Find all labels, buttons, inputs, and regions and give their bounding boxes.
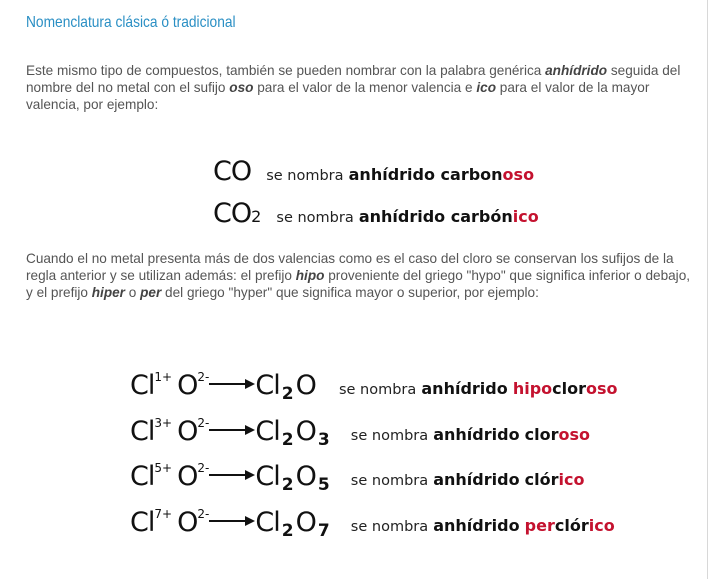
se-nombra-label: se nombra xyxy=(276,210,354,226)
compound-name: anhídrido xyxy=(433,470,520,489)
section-title: Nomenclatura clásica ó tradicional xyxy=(26,14,236,31)
oxygen-symbol: O xyxy=(177,507,198,538)
compound-suffix: oso xyxy=(586,379,618,398)
page-border xyxy=(707,0,708,579)
product-chlorine: Cl xyxy=(255,461,280,492)
product-oxygen: O xyxy=(295,370,316,401)
intro-paragraph xyxy=(26,62,696,113)
second-paragraph xyxy=(26,250,696,301)
product-oxygen: O xyxy=(295,416,316,447)
compound-prefix: hipo xyxy=(512,379,553,398)
se-nombra-label: se nombra xyxy=(350,428,429,444)
reaction-row-4 xyxy=(130,507,615,547)
oxygen-symbol: O xyxy=(177,461,198,492)
keyword-oso: oso xyxy=(229,80,254,95)
product-chlorine: Cl xyxy=(255,370,280,401)
compound-name: anhídrido xyxy=(433,425,520,444)
keyword-hipo: hipo xyxy=(295,268,325,283)
oxygen-valence: 2- xyxy=(197,370,210,384)
chlorine-valence: 5+ xyxy=(154,461,173,475)
compound-root: clór xyxy=(524,470,559,489)
intro-text-1: Este mismo tipo de compuestos, también se pueden nombrar con la palabra genérica xyxy=(26,63,546,78)
second-text-3: o xyxy=(124,285,141,300)
co-example xyxy=(213,156,534,187)
intro-text-4: para el valor de la mayor valencia, por ejemplo: xyxy=(26,80,650,112)
keyword-ico: ico xyxy=(476,80,496,95)
compound-suffix: ico xyxy=(558,470,585,489)
product-oxygen-subscript: 3 xyxy=(317,430,330,450)
product-chlorine-subscript: 2 xyxy=(281,430,294,450)
se-nombra-label: se nombra xyxy=(350,519,429,535)
product-chlorine-subscript: 2 xyxy=(281,475,294,495)
chlorine-symbol: Cl xyxy=(130,461,155,492)
second-text-4: del griego "hyper" que significa mayor o superior, por ejemplo: xyxy=(161,285,539,300)
arrow-icon xyxy=(209,424,255,436)
compound-suffix: ico xyxy=(512,207,539,226)
chlorine-symbol: Cl xyxy=(130,370,155,401)
second-text-2: proveniente del griego "hypo" que significa inferior o debajo, y el prefijo xyxy=(26,268,691,300)
product-chlorine-subscript: 2 xyxy=(281,384,294,404)
compound-prefix: per xyxy=(524,516,555,535)
intro-text-2: seguida del nombre del no metal con el sufijo xyxy=(26,63,681,95)
se-nombra-label: se nombra xyxy=(266,168,344,184)
chlorine-symbol: Cl xyxy=(130,416,155,447)
compound-root: clor xyxy=(524,425,559,444)
compound-suffix: oso xyxy=(502,165,535,184)
oxygen-valence: 2- xyxy=(197,461,210,475)
se-nombra-label: se nombra xyxy=(350,473,429,489)
product-oxygen-subscript: 5 xyxy=(317,475,330,495)
compound-name: anhídrido xyxy=(433,516,520,535)
keyword-hiper: hiper xyxy=(91,285,125,300)
arrow-icon xyxy=(209,469,255,481)
compound-name: anhídrido carbon xyxy=(348,165,503,184)
keyword-anhidrido: anhídrido xyxy=(545,63,608,78)
product-oxygen: O xyxy=(295,461,316,492)
compound-suffix: ico xyxy=(588,516,615,535)
intro-text-3: para el valor de la menor valencia e xyxy=(253,80,477,95)
keyword-per: per xyxy=(140,285,162,300)
compound-name: anhídrido carbón xyxy=(358,207,513,226)
compound-suffix: oso xyxy=(558,425,591,444)
product-chlorine: Cl xyxy=(255,416,280,447)
oxygen-symbol: O xyxy=(177,370,198,401)
arrow-icon xyxy=(209,378,255,390)
co2-formula: CO xyxy=(213,198,252,229)
co2-example xyxy=(213,198,539,229)
chlorine-valence: 7+ xyxy=(154,507,173,521)
reaction-row-1 xyxy=(130,370,618,410)
reaction-row-2 xyxy=(130,416,590,456)
oxygen-symbol: O xyxy=(177,416,198,447)
product-oxygen: O xyxy=(295,507,316,538)
compound-root: clór xyxy=(554,516,589,535)
oxygen-valence: 2- xyxy=(197,416,210,430)
compound-root: clor xyxy=(552,379,586,398)
product-chlorine-subscript: 2 xyxy=(281,521,294,541)
se-nombra-label: se nombra xyxy=(338,382,417,398)
product-oxygen-subscript: 7 xyxy=(317,521,330,541)
oxygen-valence: 2- xyxy=(197,507,210,521)
arrow-icon xyxy=(209,515,255,527)
reaction-row-3 xyxy=(130,461,584,501)
co2-subscript: 2 xyxy=(251,207,262,226)
chlorine-valence: 1+ xyxy=(154,370,173,384)
chlorine-symbol: Cl xyxy=(130,507,155,538)
second-text-1: Cuando el no metal presenta más de dos valencias como es el caso del cloro se conservan los sufijos de la regla anterior y se utilizan además: el prefijo xyxy=(26,251,674,283)
compound-name: anhídrido xyxy=(421,379,508,398)
co-formula: CO xyxy=(213,156,252,187)
chlorine-valence: 3+ xyxy=(154,416,173,430)
product-chlorine: Cl xyxy=(255,507,280,538)
